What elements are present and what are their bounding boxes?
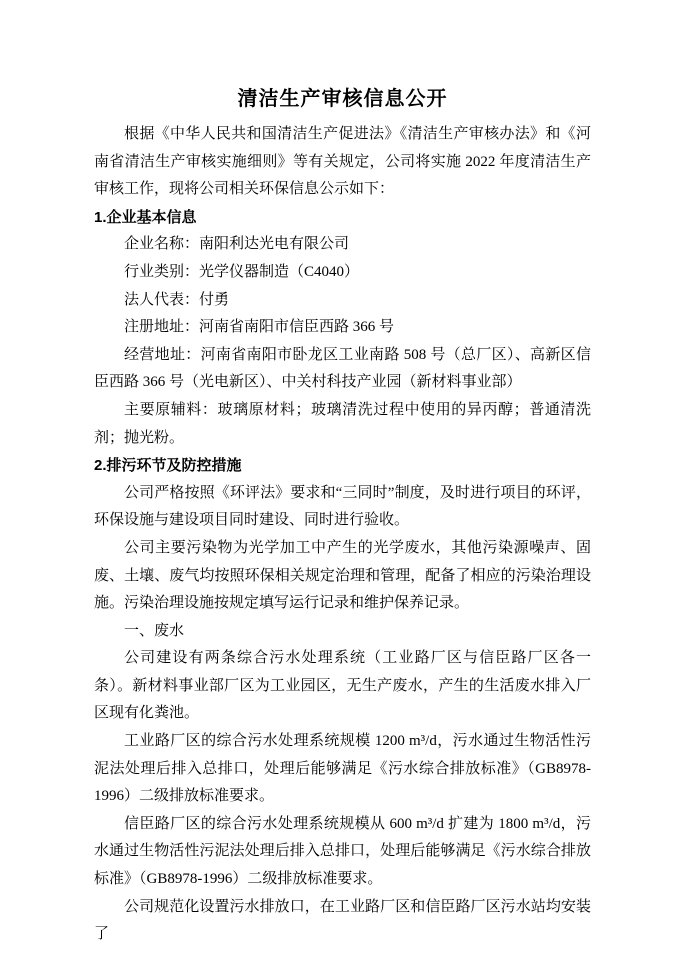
document-paragraph: 行业类别：光学仪器制造（C4040） (124, 263, 360, 280)
document-paragraph: 根据《中华人民共和国清洁生产促进法》《清洁生产审核办法》和《河南省清洁生产审核实施细则》等有关规定，公司将实施 2022 年度清洁生产审核工作，现将公司相关环保信息公示如下： (94, 126, 591, 198)
document-paragraph: 公司主要污染物为光学加工中产生的光学废水，其他污染源噪声、固废、土壤、废气均按照环保相关规定治理和管理，配备了相应的污染治理设施。污染治理设施按规定填写运行记录和维护保养记录。 (94, 539, 591, 612)
document-content (94, 84, 591, 949)
section-heading: 2.排污环节及防控措施 (94, 457, 242, 475)
document-paragraph: 公司规范化设置污水排放口，在工业路厂区和信臣路厂区污水站均安装了 (94, 898, 591, 943)
document-body (94, 121, 591, 949)
document-paragraph: 经营地址：河南省南阳市卧龙区工业南路 508 号（总厂区）、高新区信臣西路 366 号（光电新区）、中关村科技产业园（新材料事业部） (94, 346, 591, 391)
document-paragraph: 工业路厂区的综合污水处理系统规模 1200 m³/d，污水通过生物活性污泥法处理后排入总排口，处理后能够满足《污水综合排放标准》（GB8978-1996）二级排放标准要求。 (94, 733, 591, 805)
document-paragraph: 信臣路厂区的综合污水处理系统规模从 600 m³/d 扩建为 1800 m³/d，污水通过生物活性污泥法处理后排入总排口，处理后能够满足《污水综合排放标准》（GB8978-1996）二级排放标准要求。 (94, 815, 591, 888)
document-paragraph: 一、废水 (124, 622, 185, 639)
document-paragraph: 公司建设有两条综合污水处理系统（工业路厂区与信臣路厂区各一条）。新材料事业部厂区为工业园区，无生产废水，产生的生活废水排入厂区现有化粪池。 (94, 650, 591, 722)
document-paragraph: 主要原辅料：玻璃原材料；玻璃清洗过程中使用的异丙醇；普通清洗剂；抛光粉。 (94, 401, 591, 446)
document-title: 清洁生产审核信息公开 (237, 88, 448, 110)
document-paragraph: 公司严格按照《环评法》要求和“三同时”制度，及时进行项目的环评，环保设施与建设项目同时建设、同时进行验收。 (94, 484, 591, 529)
document-paragraph: 注册地址：河南省南阳市信臣西路 366 号 (124, 319, 395, 336)
document-paragraph: 企业名称：南阳利达光电有限公司 (124, 236, 350, 253)
document-paragraph: 法人代表：付勇 (124, 291, 230, 308)
section-heading: 1.企业基本信息 (94, 208, 197, 226)
